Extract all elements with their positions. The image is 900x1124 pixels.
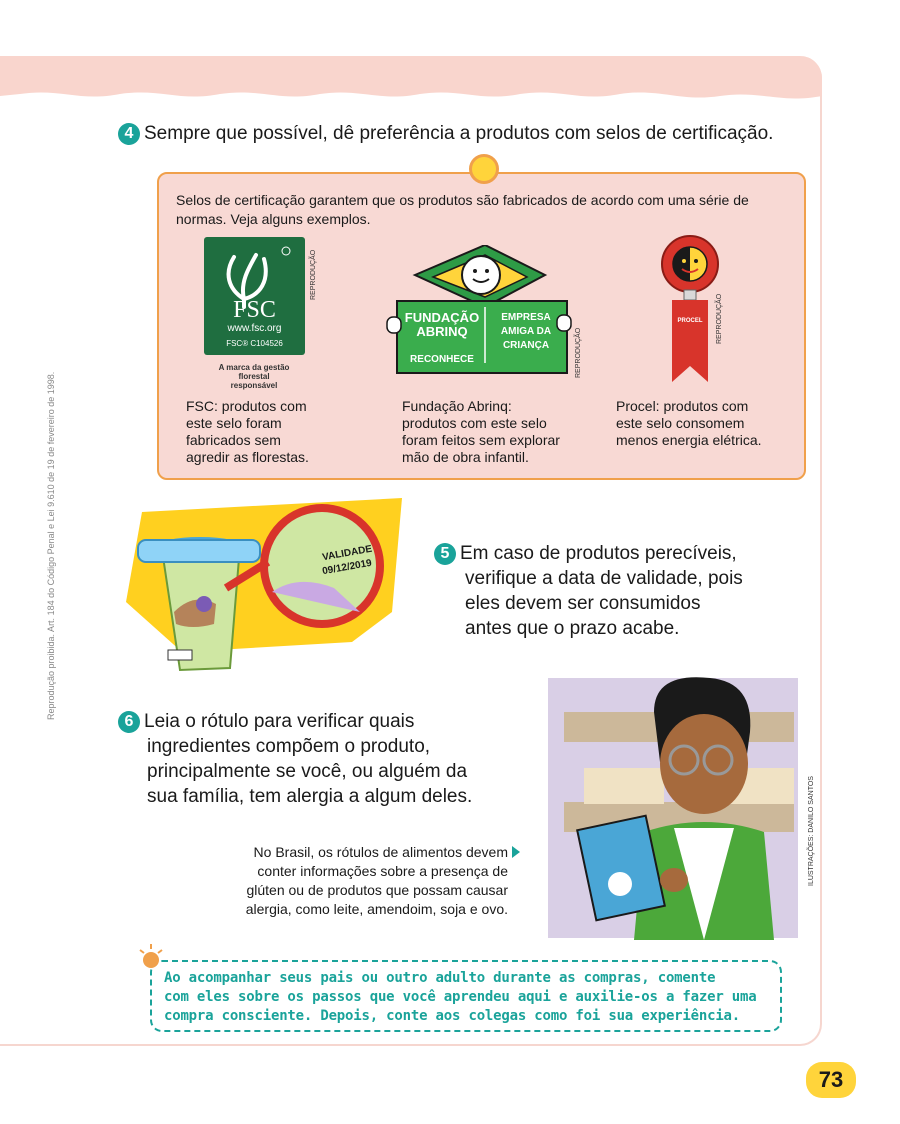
- step-6-line-2: ingredientes compõem o produto,: [147, 736, 431, 757]
- fact-line: conter informações sobre a presença de: [257, 863, 508, 879]
- abrinq-right-line-1: EMPRESA: [501, 312, 551, 323]
- reproduction-label: REPRODUÇÃO: [575, 327, 582, 378]
- page-number: 73: [806, 1062, 856, 1098]
- caption-line: agredir as florestas.: [186, 449, 309, 465]
- smiley-icon: [462, 256, 500, 294]
- step-5-line-4: antes que o prazo acabe.: [465, 618, 680, 639]
- fsc-seal-code: FSC® C104526: [226, 339, 283, 348]
- step-6-number: 6: [118, 711, 140, 733]
- caption-line: fabricados sem: [186, 432, 281, 448]
- fsc-seal-text: FSC: [233, 297, 276, 323]
- step-6-line-1: Leia o rótulo para verificar quais: [144, 711, 415, 732]
- step-5: [434, 541, 743, 641]
- fsc-seal-url: www.fsc.org: [227, 323, 282, 334]
- top-wave-band: [0, 56, 822, 112]
- fact-line: glúten ou de produtos que possam causar: [246, 882, 508, 898]
- abrinq-bottom-text: RECONHECE: [410, 354, 474, 365]
- step-5-line-3: eles devem ser consumidos: [465, 593, 701, 614]
- caption-line: este selo consomem: [616, 415, 745, 431]
- tree-check-icon: [204, 237, 305, 355]
- procel-caption: [616, 398, 796, 449]
- boy-reading-label-illustration: [524, 672, 804, 940]
- yogurt-illustration: [122, 492, 417, 682]
- step-6-line-3: principalmente se você, ou alguém da: [147, 761, 468, 782]
- abrinq-caption: [402, 398, 602, 466]
- tip-line: Ao acompanhar seus pais ou outro adulto durante as compras, comente: [164, 970, 716, 986]
- caption-line: FSC: produtos com: [186, 398, 307, 414]
- step-4: [118, 121, 773, 146]
- caption-line: foram feitos sem explorar: [402, 432, 560, 448]
- step-5-line-2: verifique a data de validade, pois: [465, 568, 743, 589]
- step-6-line-4: sua família, tem alergia a algum deles.: [147, 786, 473, 807]
- copyright-side-note: Reprodução proibida. Art. 184 do Código Penal e Lei 9.610 de 19 de fevereiro de 1998.: [46, 371, 56, 720]
- arrow-right-icon: [512, 846, 520, 858]
- fsc-seal: [204, 237, 305, 355]
- tip-line: compra consciente. Depois, conte aos colegas como foi sua experiência.: [164, 1008, 741, 1024]
- abrinq-right-line-3: CRIANÇA: [502, 340, 550, 351]
- procel-label: PROCEL: [677, 318, 703, 324]
- reproduction-label: REPRODUÇÃO: [716, 293, 723, 344]
- fsc-tagline: A marca da gestão florestal responsável: [218, 363, 290, 390]
- procel-seal: [660, 234, 720, 384]
- caption-line: Procel: produtos com: [616, 398, 749, 414]
- step-4-text: Sempre que possível, dê preferência a produtos com selos de certificação.: [144, 123, 774, 144]
- abrinq-left-line-2: ABRINQ: [416, 324, 468, 339]
- fsc-caption: [186, 398, 346, 466]
- step-5-number: 5: [434, 543, 456, 565]
- abrinq-right-text: [488, 311, 564, 353]
- caption-line: Fundação Abrinq:: [402, 398, 512, 414]
- certification-intro: Selos de certificação garantem que os produtos são fabricados de acordo com uma série de normas. Veja alguns exemplos.: [176, 192, 749, 227]
- pin-icon: [469, 154, 499, 184]
- illustration-credit: ILUSTRAÇÕES: DANILO SANTOS: [808, 776, 815, 886]
- lightbulb-icon: [136, 942, 166, 972]
- caption-line: menos energia elétrica.: [616, 432, 762, 448]
- fact-line: alergia, como leite, amendoim, soja e ovo.: [245, 901, 508, 917]
- tip-line: com eles sobre os passos que você aprendeu aqui e auxilie-os a fazer uma: [164, 989, 757, 1005]
- yogurt-validity-label: VALIDADE: [321, 543, 373, 564]
- step-5-line-1: Em caso de produtos perecíveis,: [460, 543, 737, 564]
- allergen-fact: [230, 843, 508, 919]
- abrinq-right-line-2: AMIGA DA: [500, 326, 552, 337]
- caption-line: este selo foram: [186, 415, 282, 431]
- fact-line: No Brasil, os rótulos de alimentos devem: [253, 844, 508, 860]
- step-6: [118, 709, 472, 809]
- caption-line: mão de obra infantil.: [402, 449, 529, 465]
- tip-text: [164, 969, 776, 1026]
- abrinq-left-text: [402, 311, 482, 339]
- reproduction-label: REPRODUÇÃO: [310, 249, 317, 300]
- caption-line: produtos com este selo: [402, 415, 547, 431]
- abrinq-left-line-1: FUNDAÇÃO: [404, 310, 480, 325]
- step-4-number: 4: [118, 123, 140, 145]
- yogurt-validity-date: 09/12/2019: [321, 557, 373, 578]
